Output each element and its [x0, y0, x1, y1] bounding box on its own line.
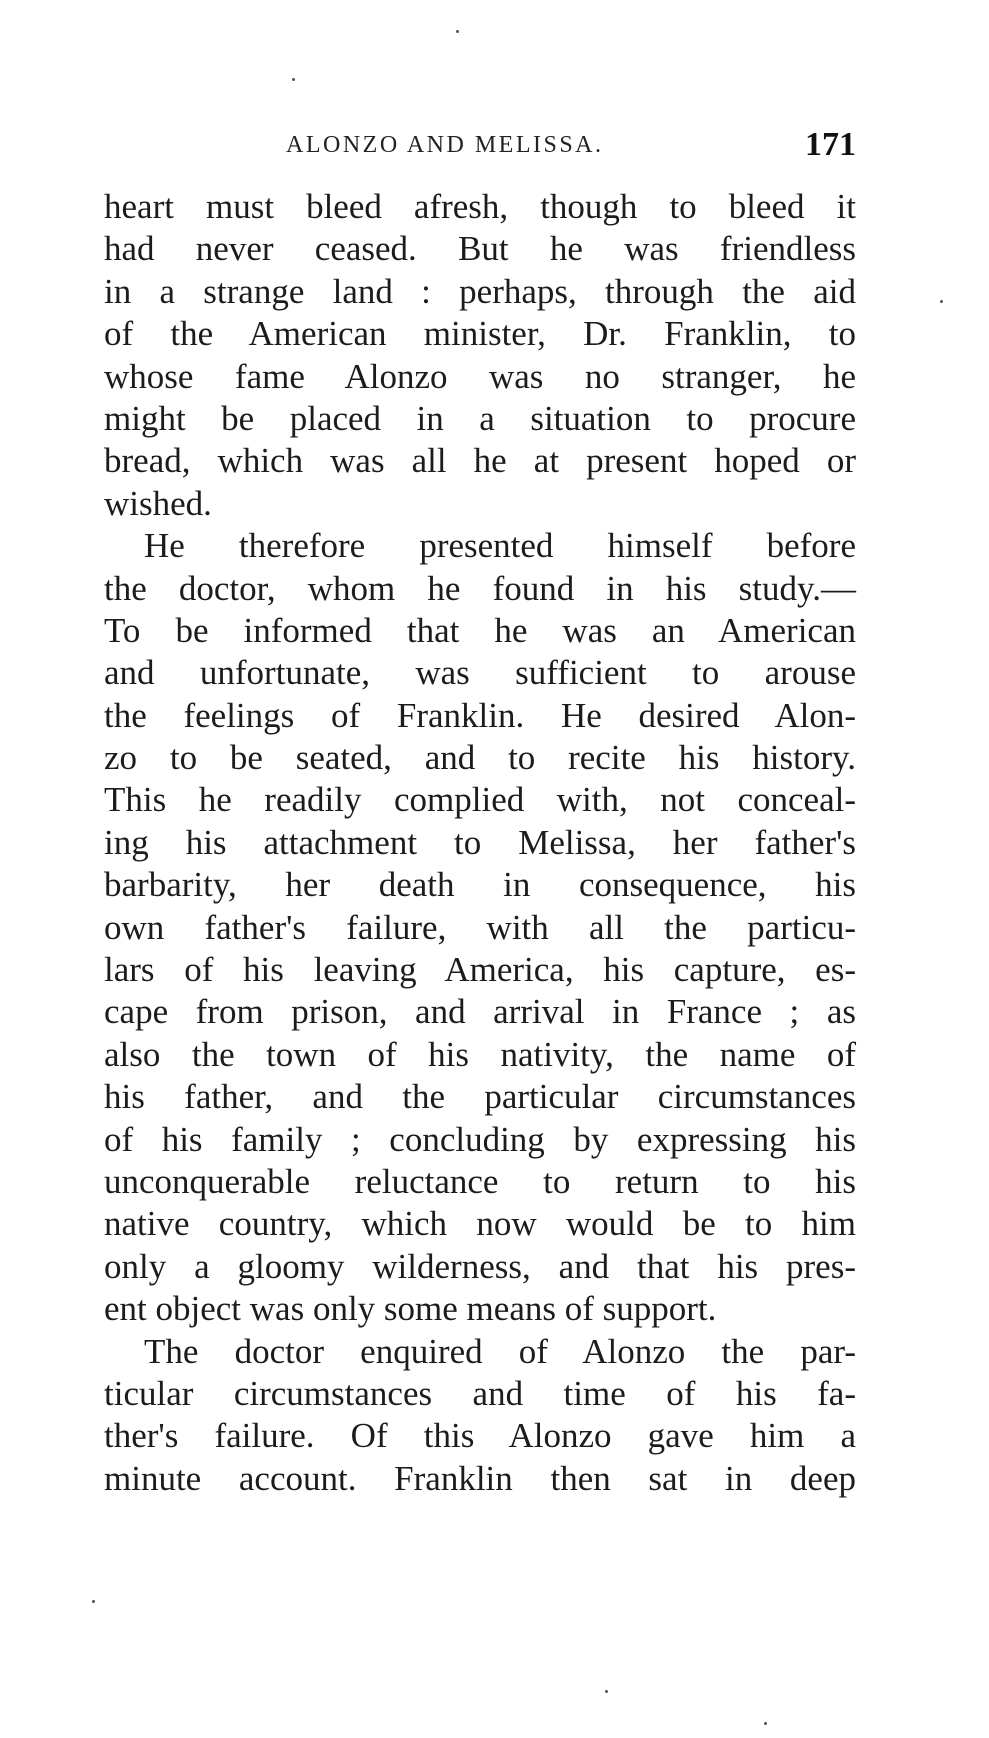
page-number: 171	[805, 126, 856, 163]
text-line: unconquerable reluctance to return to his	[104, 1161, 856, 1201]
scan-speck	[940, 300, 943, 303]
text-line: minute account. Franklin then sat in deep	[104, 1458, 856, 1498]
text-line: He therefore presented himself before	[144, 526, 856, 566]
scan-speck	[605, 1690, 608, 1693]
body-text	[104, 186, 856, 1500]
text-line: whose fame Alonzo was no stranger, he	[104, 356, 856, 396]
text-line: the feelings of Franklin. He desired Alon-	[104, 695, 856, 735]
text-line: cape from prison, and arrival in France ; as	[104, 992, 856, 1032]
text-line: ticular circumstances and time of his fa-	[104, 1373, 856, 1413]
text-line: of the American minister, Dr. Franklin, to	[104, 314, 856, 354]
text-line: To be informed that he was an American	[104, 610, 856, 650]
text-line: also the town of his nativity, the name of	[104, 1034, 856, 1074]
running-title: ALONZO AND MELISSA.	[286, 132, 604, 158]
text-line: barbarity, her death in consequence, his	[104, 865, 856, 905]
text-line: lars of his leaving America, his capture, es-	[104, 950, 856, 990]
running-head	[100, 128, 860, 168]
text-line: his father, and the particular circumstances	[104, 1077, 856, 1117]
scan-speck	[764, 1722, 767, 1725]
scan-speck	[92, 1600, 95, 1603]
text-line: the doctor, whom he found in his study.—	[104, 568, 856, 608]
text-line: had never ceased. But he was friendless	[104, 229, 856, 269]
text-line: zo to be seated, and to recite his history.	[104, 738, 856, 778]
text-line: might be placed in a situation to procure	[104, 398, 856, 438]
text-line: This he readily complied with, not conceal-	[104, 780, 856, 820]
scan-speck	[292, 78, 295, 81]
text-line: ing his attachment to Melissa, her father's	[104, 822, 856, 862]
text-line: bread, which was all he at present hoped or	[104, 441, 856, 481]
scan-speck	[456, 30, 459, 33]
text-line: ent object was only some means of support.	[104, 1289, 717, 1329]
text-line: The doctor enquired of Alonzo the par-	[144, 1331, 856, 1371]
text-line: ther's failure. Of this Alonzo gave him a	[104, 1416, 856, 1456]
text-line: heart must bleed afresh, though to bleed it	[104, 187, 856, 226]
text-line: wished.	[104, 483, 212, 523]
text-line: only a gloomy wilderness, and that his pres-	[104, 1246, 856, 1286]
text-line: in a strange land : perhaps, through the aid	[104, 271, 856, 311]
text-line: and unfortunate, was sufficient to arouse	[104, 653, 856, 693]
text-line: own father's failure, with all the particu-	[104, 907, 856, 947]
text-line: of his family ; concluding by expressing his	[104, 1119, 856, 1159]
text-line: native country, which now would be to him	[104, 1204, 856, 1244]
